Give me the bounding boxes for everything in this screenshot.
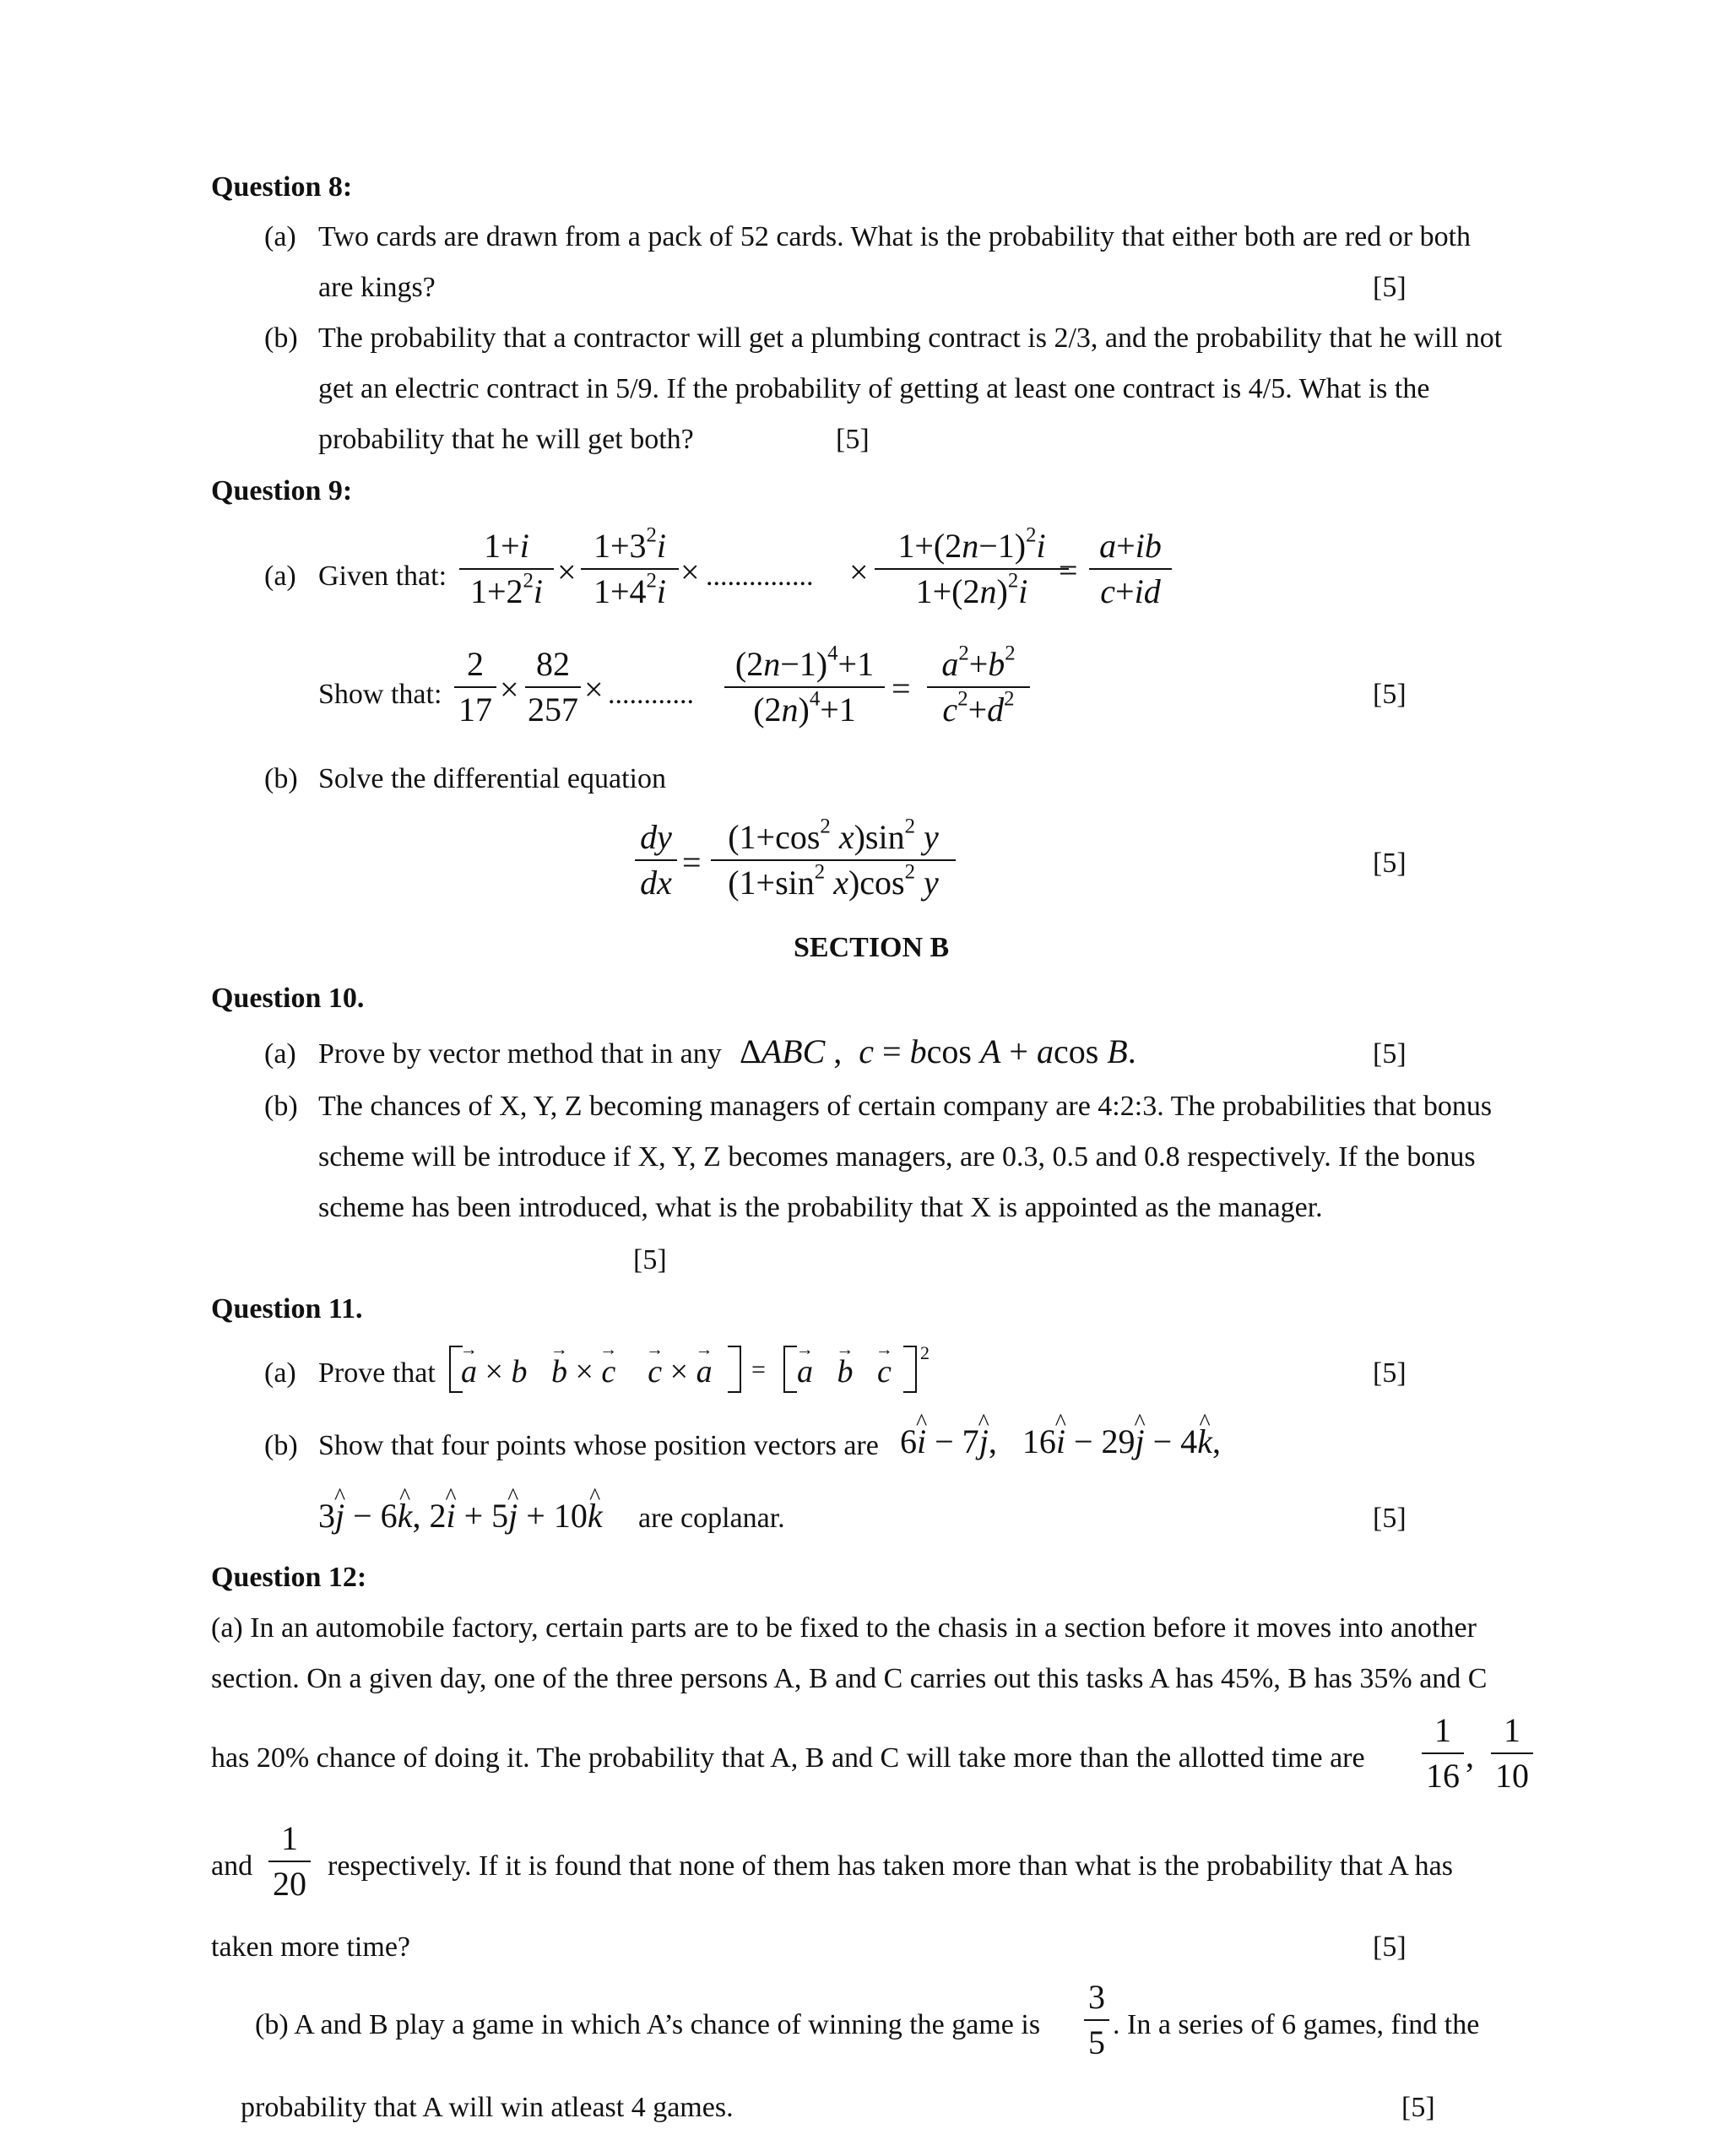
q11-b-marks: [5] bbox=[1373, 1503, 1407, 1534]
box-product-rhs: → a → b → c bbox=[797, 1356, 892, 1388]
q10-b-line1: The chances of X, Y, Z becoming managers of certain company are 4:2:3. The probabilities that bonus bbox=[318, 1091, 1493, 1122]
fraction-general-term: $(2n-1)^4+1$ $(2n)^4+1$ bbox=[724, 647, 885, 727]
q12-b-marks: [5] bbox=[1401, 2092, 1435, 2123]
fraction-term-2: $1+3^2i$ $1+4^2i$ bbox=[581, 529, 679, 609]
q12-b-line2: probability that A will win atleast 4 games. bbox=[241, 2092, 734, 2123]
q9-a-label: (a) bbox=[264, 561, 296, 592]
question-10-title: Question 10. bbox=[211, 983, 365, 1014]
q12-a-line2: section. On a given day, one of the three persons A, B and C carries out this tasks A has 45%, B has 35% and C bbox=[211, 1663, 1488, 1694]
q10-b-marks: [5] bbox=[633, 1244, 667, 1276]
comma: , bbox=[1466, 1736, 1474, 1774]
fraction-term-1: 1+i $1+2^2i$ bbox=[459, 529, 554, 609]
equals-sign: = bbox=[682, 843, 702, 881]
q12-b-line1a: (b) A and B play a game in which A’s chance of winning the game is bbox=[255, 2009, 1041, 2040]
equals-sign: = bbox=[1059, 551, 1078, 589]
times-sign: × bbox=[849, 553, 869, 591]
q11-a-text: Prove that bbox=[318, 1357, 436, 1389]
ellipsis-dots: ............... bbox=[706, 561, 814, 592]
q10-a-text: Prove by vector method that in any bbox=[318, 1038, 722, 1070]
q12-a-line3: has 20% chance of doing it. The probability that A, B and C will take more than the allotted time are bbox=[211, 1742, 1365, 1774]
q12-a-and: and bbox=[211, 1850, 253, 1882]
fraction-2-17: 2 17 bbox=[454, 647, 496, 727]
times-sign: × bbox=[500, 670, 519, 708]
equals-sign: = bbox=[751, 1356, 766, 1384]
q11-a-label: (a) bbox=[264, 1357, 296, 1389]
q12-b-line1b: . In a series of 6 games, find the bbox=[1113, 2009, 1480, 2040]
triangle-formula: ΔABC , c = bcos A + acos B. bbox=[740, 1032, 1136, 1070]
q9-given-label: Given that: bbox=[318, 561, 447, 592]
q9-a-marks: [5] bbox=[1373, 679, 1407, 710]
fraction-dy-dx: dy dx bbox=[635, 821, 677, 900]
q11-a-marks: [5] bbox=[1373, 1357, 1407, 1389]
q10-a-label: (a) bbox=[264, 1038, 296, 1070]
q8-a-label: (a) bbox=[264, 221, 296, 252]
times-sign: × bbox=[584, 670, 604, 708]
q11-b-end: are coplanar. bbox=[638, 1503, 785, 1534]
section-b-heading: SECTION B bbox=[794, 932, 950, 963]
fraction-trig: ($1+\cos^2$ $x)\sin^2$ y ($1+\sin^2$ $x)\cos^2$ y bbox=[711, 821, 956, 900]
fraction-82-257: 82 257 bbox=[525, 647, 581, 727]
q10-b-line2: scheme will be introduce if X, Y, Z becomes managers, are 0.3, 0.5 and 0.8 respectively. If the bonus bbox=[318, 1141, 1476, 1173]
q8-b-line3: probability that he will get both? bbox=[318, 424, 694, 455]
question-11-title: Question 11. bbox=[211, 1293, 363, 1324]
fraction-term-n: $1+(2n-1)^2i$ $1+(2n)^2i$ bbox=[875, 529, 1069, 609]
question-9-title: Question 9: bbox=[211, 475, 353, 506]
q9-b-text: Solve the differential equation bbox=[318, 763, 666, 794]
q8-b-marks: [5] bbox=[836, 424, 870, 455]
equals-sign: = bbox=[892, 669, 911, 707]
fraction-3-5: 3 5 bbox=[1084, 1980, 1109, 2060]
q12-a-line5: taken more time? bbox=[211, 1931, 411, 1963]
q10-b-line3: scheme has been introduced, what is the probability that X is appointed as the manager. bbox=[318, 1192, 1323, 1223]
q11-b-text: Show that four points whose position vectors are bbox=[318, 1430, 879, 1461]
q12-a-line4: respectively. If it is found that none of them has taken more than what is the probability that A has bbox=[328, 1850, 1453, 1882]
fraction-result: a+ib c+id bbox=[1089, 529, 1172, 609]
question-8-title: Question 8: bbox=[211, 171, 353, 203]
bracket-right bbox=[903, 1346, 917, 1393]
q10-a-marks: [5] bbox=[1373, 1038, 1407, 1070]
exponent-2: 2 bbox=[920, 1342, 930, 1363]
q8-b-label: (b) bbox=[264, 322, 298, 354]
q8-b-line2: get an electric contract in 5/9. If the probability of getting at least one contract is 4/5. What is the bbox=[318, 373, 1430, 404]
times-sign: × bbox=[680, 553, 700, 591]
q8-b-line1: The probability that a contractor will get a plumbing contract is 2/3, and the probability that he will not bbox=[318, 322, 1503, 354]
bracket-right bbox=[728, 1346, 741, 1393]
q8-a-line2: are kings? bbox=[318, 272, 436, 303]
q8-a-marks: [5] bbox=[1373, 272, 1407, 303]
fraction-1-10: 1 10 bbox=[1491, 1714, 1533, 1793]
q11-b-label: (b) bbox=[264, 1430, 298, 1461]
fraction-1-20: 1 20 bbox=[268, 1822, 311, 1901]
q9-show-label: Show that: bbox=[318, 679, 442, 710]
fraction-1-16: 1 16 bbox=[1422, 1714, 1464, 1793]
box-product-lhs: → a × b → b × → c → c × → a bbox=[461, 1356, 713, 1388]
q9-b-marks: [5] bbox=[1373, 848, 1407, 879]
q12-a-marks: [5] bbox=[1373, 1931, 1407, 1963]
question-12-title: Question 12: bbox=[211, 1562, 367, 1593]
ellipsis-dots: ............ bbox=[608, 679, 694, 710]
position-vectors-line2: 3^ j − 6^ k, 2^ i + 5^ j + 10^ k bbox=[318, 1499, 603, 1533]
q10-b-label: (b) bbox=[264, 1091, 298, 1122]
q9-b-label: (b) bbox=[264, 763, 298, 794]
times-sign: × bbox=[557, 553, 577, 591]
bracket-left bbox=[783, 1346, 797, 1393]
fraction-ab-cd: $a^2+b^2$ $c^2+d^2$ bbox=[927, 647, 1030, 727]
position-vectors-line1: 6^ i − 7^ j, 16^ i − 29^ j − 4^ k, bbox=[900, 1425, 1221, 1459]
q8-a-line1: Two cards are drawn from a pack of 52 cards. What is the probability that either both are red or both bbox=[318, 221, 1472, 252]
q12-a-line1: (a) In an automobile factory, certain parts are to be fixed to the chasis in a section before it moves into another bbox=[211, 1612, 1477, 1644]
